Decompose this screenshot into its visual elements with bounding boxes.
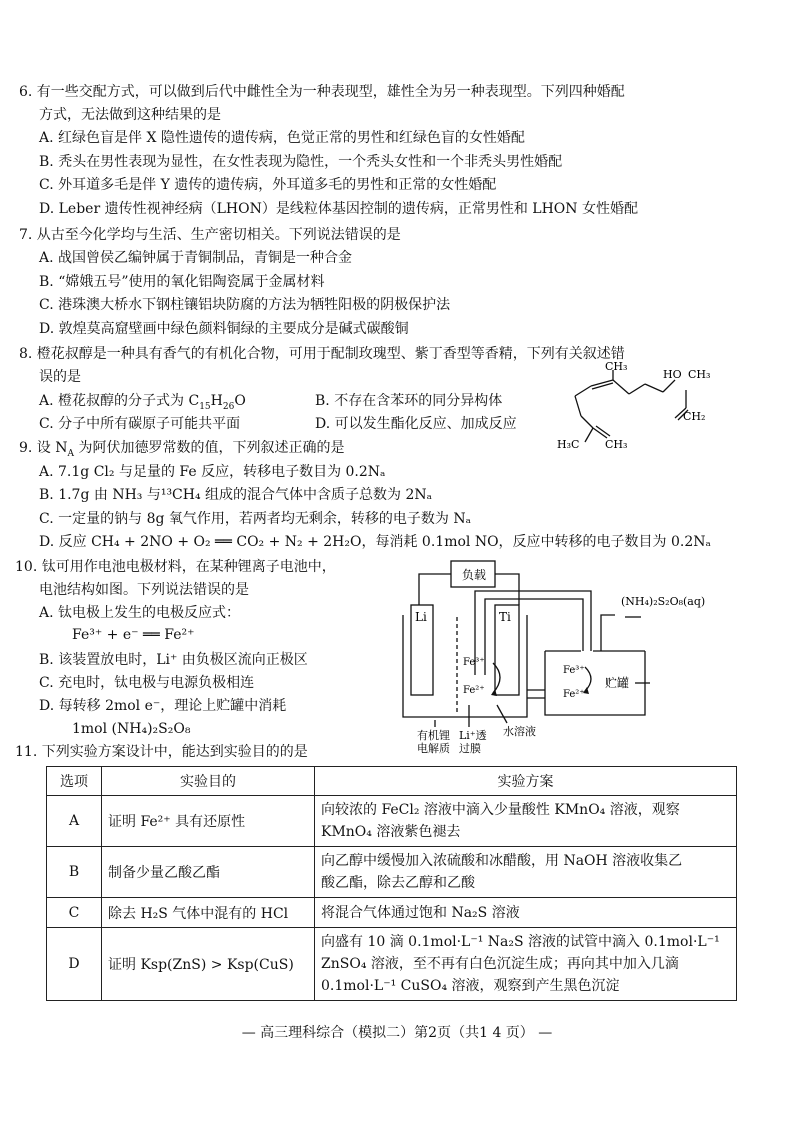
- q10-option-d-line1: D. 每转移 2mol e⁻，理论上贮罐中消耗: [39, 698, 287, 714]
- table-row: [47, 847, 737, 898]
- table-row: [47, 898, 737, 928]
- page-footer: — 高三理科综合（模拟二）第2页（共1 4 页） —: [241, 1025, 553, 1041]
- q10-option-a-line2: Fe³⁺ + e⁻ ══ Fe²⁺: [72, 627, 195, 643]
- load-label: 负载: [462, 568, 487, 582]
- q8-h3c-label: H₃C: [557, 438, 580, 451]
- q9-stem: 9. 设 $N_A$ 为阿伏加德罗常数的值，下列叙述正确的是: [19, 440, 345, 459]
- fe2-cell-label: Fe²⁺: [463, 685, 485, 696]
- q7-option-a: A. 战国曾侯乙编钟属于青铜制品，青铜是一种合金: [39, 250, 353, 266]
- q9-option-b: B. 1.7g 由 NH₃ 与¹³CH₄ 组成的混合气体中含质子总数为 2Nₐ: [39, 487, 433, 503]
- q8-ch2-label: CH₂: [683, 410, 706, 423]
- q6-option-d: D. Leber 遗传性视神经病（LHON）是线粒体基因控制的遗传病，正常男性和 LHON 女性婚配: [39, 201, 638, 217]
- q9-option-a: A. 7.1g Cl₂ 与足量的 Fe 反应，转移电子数目为 0.2Nₐ: [39, 464, 386, 480]
- q6-option-b: B. 秃头在男性表现为显性，在女性表现为隐性，一个秃头女性和一个非秃头男性婚配: [39, 154, 563, 170]
- membrane-label-2: 过膜: [459, 742, 481, 755]
- q8-ch3-top-label: CH₃: [605, 360, 628, 373]
- q7-stem: 7. 从古至今化学均与生活、生产密切相关。下列说法错误的是: [19, 227, 401, 243]
- row-option: B: [47, 847, 102, 898]
- ti-electrode-label: Ti: [499, 610, 511, 624]
- q8-option-b: B. 不存在含苯环的同分异构体: [315, 393, 503, 409]
- q8-option-d: D. 可以发生酯化反应、加成反应: [315, 416, 517, 432]
- row-option: D: [47, 928, 102, 1001]
- q7-option-d: D. 敦煌莫高窟壁画中绿色颜料铜绿的主要成分是碱式碳酸铜: [39, 321, 409, 337]
- header-plan: 实验方案: [315, 767, 737, 796]
- row-option: C: [47, 898, 102, 928]
- row-goal: 制备少量乙酸乙酯: [102, 847, 315, 898]
- fe2-tank-label: Fe²⁺: [563, 689, 585, 700]
- table-row: [47, 928, 737, 1001]
- header-goal: 实验目的: [102, 767, 315, 796]
- q7-option-c: C. 港珠澳大桥水下钢柱镶铝块防腐的方法为牺牲阳极的阴极保护法: [39, 297, 451, 313]
- header-option: 选项: [47, 767, 102, 796]
- row-plan: 向盛有 10 滴 0.1mol·L⁻¹ Na₂S 溶液的试管中滴入 0.1mol·L⁻¹ ZnSO₄ 溶液，至不再有白色沉淀生成；再向其中加入几滴 0.1mol·L⁻¹ CuSO₄ 溶液，观察到产生黑色沉淀: [315, 928, 737, 1001]
- row-goal: 证明 Ksp(ZnS) > Ksp(CuS): [102, 928, 315, 1001]
- q6-option-a: A. 红绿色盲是伴 X 隐性遗传的遗传病，色觉正常的男性和红绿色盲的女性婚配: [39, 130, 525, 146]
- battery-diagram: [395, 555, 706, 755]
- row-plan: 将混合气体通过饱和 Na₂S 溶液: [315, 898, 737, 928]
- q11-stem: 11. 下列实验方案设计中，能达到实验目的的是: [15, 744, 308, 760]
- q8-stem-line1: 8. 橙花叔醇是一种具有香气的有机化合物，可用于配制玫瑰型、紫丁香型等香精，下列有关叙述错: [19, 346, 625, 362]
- q9-option-c: C. 一定量的钠与 8g 氧气作用，若两者均无剩余，转移的电子数为 Nₐ: [39, 511, 471, 527]
- row-goal: 证明 Fe²⁺ 具有还原性: [102, 796, 315, 847]
- organic-electrolyte-label-2: 电解质: [417, 742, 450, 755]
- fe3-tank-label: Fe³⁺: [563, 665, 585, 676]
- q8-ho-label: HO: [663, 368, 682, 381]
- q10-stem-line1: 10. 钛可用作电池电极材料，在某种锂离子电池中，: [15, 559, 336, 575]
- q6-stem-line2: 方式，无法做到这种结果的是: [39, 107, 221, 123]
- li-electrode-label: Li: [415, 610, 427, 624]
- q9-option-d: D. 反应 CH₄ + 2NO + O₂ ══ CO₂ + N₂ + 2H₂O，每消耗 0.1mol NO，反应中转移的电子数目为 0.2Nₐ: [39, 534, 711, 550]
- q10-option-c: C. 充电时，钛电极与电源负极相连: [39, 675, 255, 691]
- q6-option-c: C. 外耳道多毛是伴 Y 遗传的遗传病，外耳道多毛的男性和正常的女性婚配: [39, 177, 497, 193]
- q10-option-d-line2: 1mol (NH₄)₂S₂O₈: [72, 721, 191, 737]
- organic-electrolyte-label-1: 有机锂: [417, 729, 450, 742]
- row-plan: 向较浓的 FeCl₂ 溶液中滴入少量酸性 KMnO₄ 溶液，观察 KMnO₄ 溶液紫色褪去: [315, 796, 737, 847]
- q8-ch3-bottom-label: CH₃: [605, 438, 628, 451]
- q6-stem-line1: 6. 有一些交配方式，可以做到后代中雌性全为一种表现型，雄性全为另一种表现型。下列四种婚配: [19, 84, 625, 100]
- row-option: A: [47, 796, 102, 847]
- membrane-label-1: Li⁺透: [459, 729, 487, 742]
- aqueous-label: 水溶液: [503, 725, 536, 738]
- reagent-label: (NH₄)₂S₂O₈(aq): [621, 595, 706, 608]
- table-row: [47, 796, 737, 847]
- q7-option-b: B. “嫦娥五号”使用的氧化铝陶瓷属于金属材料: [39, 274, 325, 290]
- row-goal: 除去 H₂S 气体中混有的 HCl: [102, 898, 315, 928]
- q8-option-c: C. 分子中所有碳原子可能共平面: [39, 416, 241, 432]
- q8-ch3-right-label: CH₃: [688, 368, 711, 381]
- row-plan: 向乙醇中缓慢加入浓硫酸和冰醋酸，用 NaOH 溶液收集乙 酸乙酯，除去乙醇和乙酸: [315, 847, 737, 898]
- q10-option-b: B. 该装置放电时，Li⁺ 由负极区流向正极区: [39, 652, 308, 668]
- q8-stem-line2: 误的是: [39, 369, 81, 385]
- q8-option-a: A. 橙花叔醇的分子式为 $C_{15}H_{26}O$: [39, 393, 246, 412]
- tank-label: 贮罐: [605, 676, 630, 690]
- table-header-row: [47, 767, 737, 796]
- nerolidol-structure: [545, 360, 715, 455]
- q10-stem-line2: 电池结构如图。下列说法错误的是: [39, 582, 249, 598]
- experiment-table: [46, 766, 737, 1001]
- q10-option-a-line1: A. 钛电极上发生的电极反应式：: [39, 605, 241, 621]
- fe3-cell-label: Fe³⁺: [463, 657, 485, 668]
